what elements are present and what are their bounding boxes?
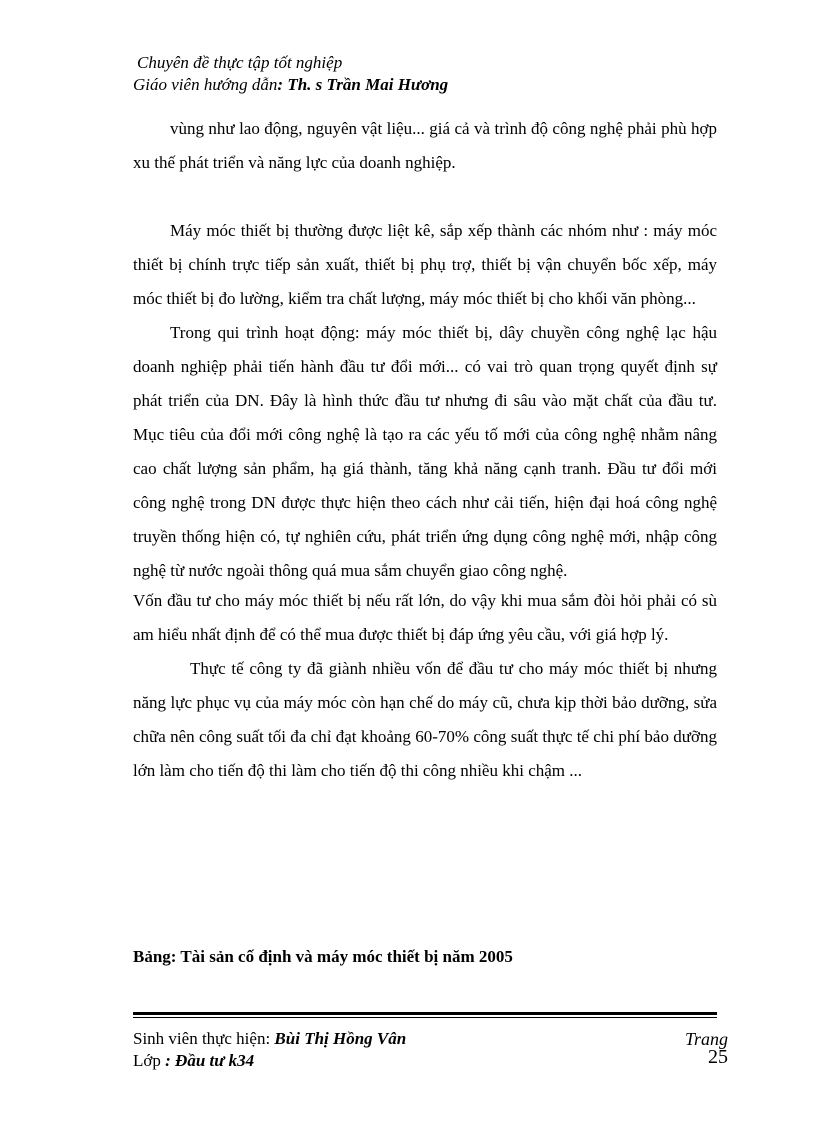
- page-header: [133, 52, 733, 96]
- page-label: Trang: [684, 1029, 728, 1049]
- page-number-box: [685, 1030, 728, 1066]
- advisor-name: : Th. s Trần Mai Hương: [277, 75, 449, 94]
- header-title: Chuyên đề thực tập tốt nghiệp: [137, 53, 343, 72]
- paragraph-5: Thực tế công ty đã giành nhiều vốn để đầu tư cho máy móc thiết bị nhưng năng lực phục vụ của máy móc còn hạn chế do máy cũ, chưa kịp thời bảo dưỡng, sửa chữa nên công suất tối đa chỉ đạt khoảng 60-70% công suất thực tế chi phí bảo dưỡng lớn làm cho tiến độ thi làm cho tiến độ thi công nhiều khi chậm ...: [133, 659, 717, 780]
- paragraph-1: vùng như lao động, nguyên vật liệu... giá cả và trình độ công nghệ phải phù hợp xu thế phát triển và năng lực của doanh nghiệp.: [133, 119, 717, 172]
- page-number: 25: [708, 1046, 728, 1068]
- paragraph-2: Máy móc thiết bị thường được liệt kê, sắp xếp thành các nhóm như : máy móc thiết bị chính trực tiếp sản xuất, thiết bị phụ trợ, thiết bị vận chuyển bốc xếp, máy móc thiết bị đo lường, kiểm tra chất lượng, máy móc thiết bị cho khối văn phòng...: [133, 221, 717, 308]
- advisor-label: Giáo viên hướng dẫn: [133, 75, 278, 94]
- body-text: [133, 112, 717, 788]
- paragraph-4: Vốn đầu tư cho máy móc thiết bị nếu rất lớn, do vậy khi mua sắm đòi hỏi phải có sù am hiểu nhất định để có thể mua được thiết bị đáp ứng yêu cầu, với giá hợp lý.: [133, 591, 717, 644]
- paragraph-3: Trong qui trình hoạt động: máy móc thiết bị, dây chuyền công nghệ lạc hậu doanh nghiệp phải tiến hành đầu tư đổi mới... có vai trò quan trọng quyết định sự phát triển của DN. Đây là hình thức đầu tư nhưng đi sâu vào mặt chất của đầu tư. Mục tiêu của đổi mới công nghệ là tạo ra các yếu tố mới của công nghệ nhằm nâng cao chất lượng sản phẩm, hạ giá thành, tăng khả năng cạnh tranh. Đầu tư đổi mới công nghệ trong DN được thực hiện theo cách như cải tiến, hiện đại hoá công nghệ truyền thống hiện có, tự nghiên cứu, phát triển ứng dụng công nghệ mới, nhập công nghệ từ nước ngoài thông quá mua sắm chuyển giao công nghệ.: [133, 323, 717, 580]
- footer-rule-thin: [133, 1017, 717, 1018]
- class-label: Lớp: [133, 1051, 166, 1070]
- student-label: Sinh viên thực hiện:: [133, 1029, 275, 1048]
- class-name: : Đầu tư k34: [165, 1051, 255, 1070]
- footer-class: [133, 1046, 733, 1072]
- page-footer: [133, 1028, 733, 1072]
- footer-rule-thick: [133, 1012, 717, 1015]
- header-advisor: [133, 74, 733, 96]
- footer-student: [133, 1028, 733, 1050]
- student-name: Bùi Thị Hồng Vân: [274, 1029, 407, 1048]
- table-caption: Bảng: Tài sản cố định và máy móc thiết bị năm 2005: [133, 947, 513, 966]
